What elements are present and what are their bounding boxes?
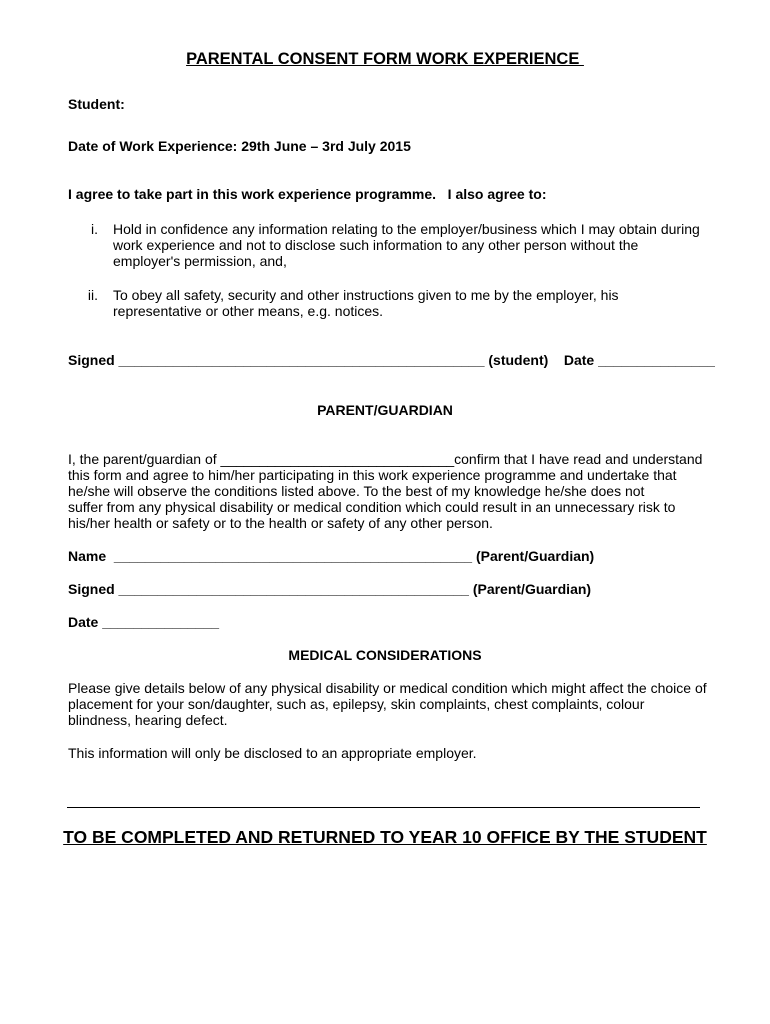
- divider-line: [67, 807, 700, 808]
- condition-number: ii.: [87, 287, 98, 303]
- parent-guardian-heading: PARENT/GUARDIAN: [317, 402, 453, 418]
- agreement-statement: I agree to take part in this work experience programme. I also agree to:: [68, 186, 547, 202]
- work-experience-date: Date of Work Experience: 29th June – 3rd July 2015: [68, 138, 411, 154]
- student-label: Student:: [68, 96, 125, 112]
- form-title-text: PARENTAL CONSENT FORM WORK EXPERIENCE: [186, 50, 584, 68]
- parent-name-line: Name ______________________________________________ (Parent/Guardian): [68, 548, 595, 564]
- student-signature-line: Signed _______________________________________________ (student) Date _______________: [68, 352, 715, 368]
- disclosure-statement: This information will only be disclosed to an appropriate employer.: [68, 745, 477, 761]
- medical-considerations-heading: MEDICAL CONSIDERATIONS: [288, 647, 482, 663]
- parent-paragraph: this form and agree to him/her participating in this work experience programme and undertake that he/she will observe the conditions listed above. To the best of my knowledge he/she does not suffer from any physical disability or medical condition which could result in an unnecessary risk to his/her health or safety or to the health or safety of any other person.: [68, 467, 677, 531]
- parent-signature-line: Signed _____________________________________________ (Parent/Guardian): [68, 581, 592, 597]
- condition-text: To obey all safety, security and other instructions given to me by the employer, his representative or other means, e.g. notices.: [113, 287, 619, 319]
- condition-number: i.: [91, 221, 98, 237]
- condition-text: Hold in confidence any information relating to the employer/business which I may obtain during work experience and not to disclose such information to any other person without the employer's permission, and,: [113, 221, 700, 269]
- return-instruction-text: TO BE COMPLETED AND RETURNED TO YEAR 10 OFFICE BY THE STUDENT: [63, 827, 707, 847]
- parent-date-line: Date _______________: [68, 614, 220, 630]
- parent-paragraph-first-line: I, the parent/guardian of ______________________________confirm that I have read and understand: [68, 451, 703, 467]
- medical-paragraph: Please give details below of any physical disability or medical condition which might affect the choice of placement for your son/daughter, such as, epilepsy, skin complaints, chest complaints, colour blindness, hearing defect.: [68, 680, 707, 728]
- return-instruction: [0, 826, 770, 848]
- form-title: [0, 49, 770, 69]
